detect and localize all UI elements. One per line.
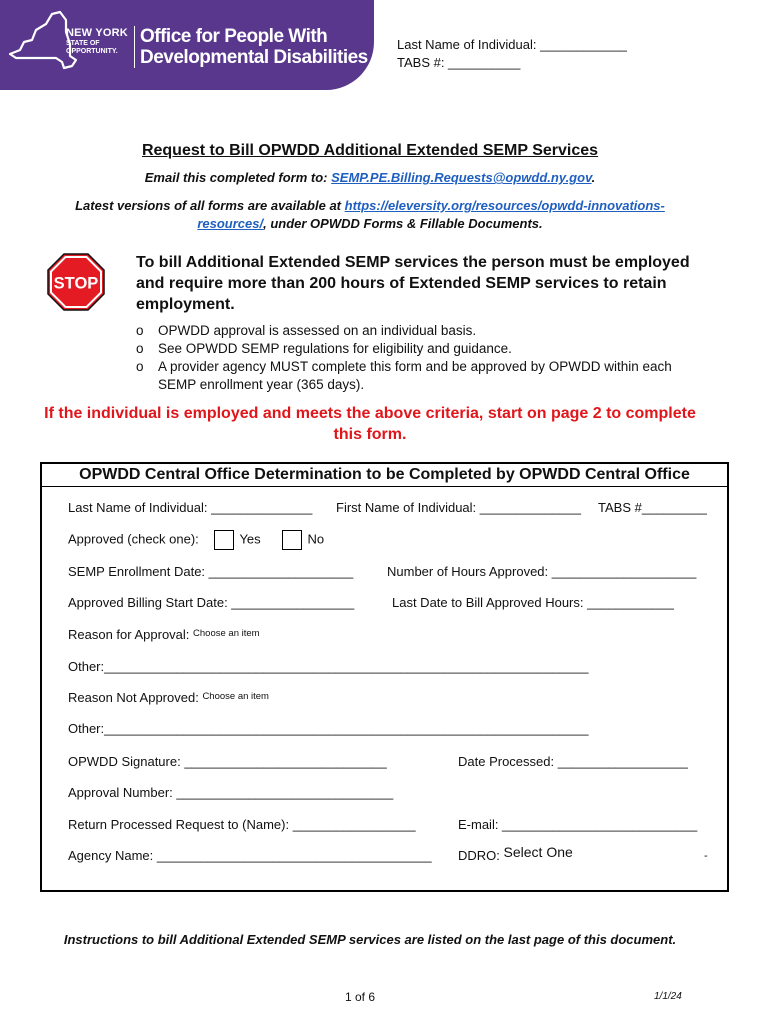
criteria-note: If the individual is employed and meets the above criteria, start on page 2 to complete this form. [44,405,696,443]
eligibility-heading: To bill Additional Extended SEMP services the person must be employed and require more than 200 hours of Extended SEMP services to retain employment. [136,254,690,313]
ddro-dash: - [704,850,708,862]
tabs-field[interactable]: TABS #_________ [598,500,707,515]
return-to-field[interactable]: Return Processed Request to (Name): _________________ [68,817,416,832]
bullet-mark: o [136,359,144,374]
revision-date: 1/1/24 [654,991,682,1002]
bullet-mark: o [136,323,144,338]
determination-box [40,462,729,892]
office-name [140,26,368,68]
reason-approval-row [68,627,260,642]
yes-checkbox[interactable] [214,530,234,550]
first-name-field[interactable]: First Name of Individual: ______________ [336,500,581,515]
stop-sign-icon [47,253,105,311]
billing-start-field[interactable]: Approved Billing Start Date: _________________ [68,595,355,610]
ny-wordmark-line3: OPPORTUNITY. [66,48,118,55]
agency-name-field[interactable]: Agency Name: ______________________________________ [68,848,432,863]
ny-opwdd-logo-banner [0,0,374,90]
email-prefix: Email this completed form to: [144,170,328,185]
signature-field[interactable]: OPWDD Signature: ____________________________ [68,754,387,769]
ny-state-wordmark [66,28,128,55]
bullet-text: A provider agency MUST complete this form and be approved by OPWDD within each SEMP enrollment year (365 days). [158,359,672,392]
ny-wordmark-line2: STATE OF [66,40,100,47]
reason-not-approved-dropdown[interactable]: Choose an item [202,691,269,702]
email-link[interactable]: SEMP.PE.Billing.Requests@opwdd.ny.gov [331,170,592,185]
enrollment-date-field[interactable]: SEMP Enrollment Date: ____________________ [68,564,354,579]
other-approval-field[interactable]: Other:___________________________________________________________________ [68,659,589,674]
versions-prefix: Latest versions of all forms are available at [75,198,341,213]
resources-link[interactable]: https://eleversity.org/resources/opwdd-innovations-resources/ [197,198,665,231]
email-field[interactable]: E-mail: ___________________________ [458,817,698,832]
approval-number-field[interactable]: Approval Number: ______________________________ [68,785,394,800]
instructions-note: Instructions to bill Additional Extended SEMP services are listed on the last page of this document. [63,932,677,947]
no-checkbox[interactable] [282,530,302,550]
eligibility-bullets [136,322,696,394]
ny-wordmark-line1: NEW YORK [66,27,128,39]
other-not-approved-field[interactable]: Other:___________________________________________________________________ [68,721,589,736]
versions-suffix: , under OPWDD Forms & Fillable Documents. [263,216,543,231]
office-name-line2: Developmental Disabilities [140,47,368,68]
bullet-text: See OPWDD SEMP regulations for eligibility and guidance. [158,341,512,356]
approved-label: Approved (check one): [68,531,199,547]
form-title: Request to Bill OPWDD Additional Extended SEMP Services [141,142,599,159]
approved-row [68,530,324,550]
date-processed-field[interactable]: Date Processed: __________________ [458,754,688,769]
no-label: No [307,531,325,547]
ddro-label: DDRO: [458,848,500,863]
header-tabs-field[interactable]: TABS #: __________ [397,55,521,70]
reason-approval-label: Reason for Approval: [68,627,190,642]
list-item [136,322,696,340]
header-last-name-field[interactable]: Last Name of Individual: ____________ [397,37,627,52]
stop-sign-text: STOP [53,274,99,293]
header-fields [397,36,627,72]
email-suffix: . [591,170,596,185]
bullet-mark: o [136,341,144,356]
page-number: 1 of 6 [344,990,376,1004]
office-name-line1: Office for People With [140,26,328,47]
reason-approval-dropdown[interactable]: Choose an item [193,628,260,639]
reason-not-approved-label: Reason Not Approved: [68,690,199,705]
yes-label: Yes [239,531,261,547]
ddro-row [458,844,573,863]
last-date-field[interactable]: Last Date to Bill Approved Hours: ____________ [392,595,674,610]
list-item [136,340,696,358]
list-item [136,358,696,394]
reason-not-approved-row [68,690,269,705]
hours-approved-field[interactable]: Number of Hours Approved: ____________________ [387,564,697,579]
logo-divider [134,26,135,68]
determination-title: OPWDD Central Office Determination to be Completed by OPWDD Central Office [42,464,727,487]
ddro-dropdown[interactable]: Select One [503,844,573,860]
bullet-text: OPWDD approval is assessed on an individual basis. [158,323,477,338]
last-name-field[interactable]: Last Name of Individual: ______________ [68,500,313,515]
versions-instruction [60,197,680,233]
email-instruction [0,170,740,185]
